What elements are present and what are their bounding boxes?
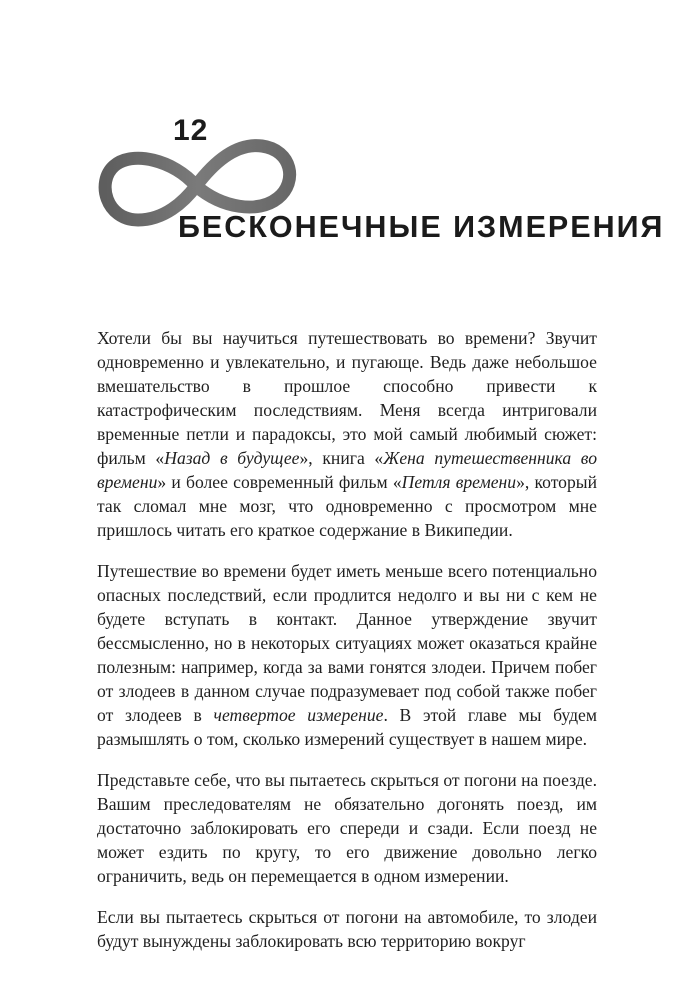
paragraph-2-text: . В этой главе мы будем размышлять о том, сколько измерений существует в нашем мире. <box>97 705 597 749</box>
body-text <box>97 326 597 970</box>
paragraph-1 <box>97 326 597 542</box>
paragraph-4: Если вы пытаетесь скрыться от погони на автомобиле, то злодеи будут вынуждены заблокировать всю территорию вокруг <box>97 907 597 951</box>
film-title-looper: Петля времени <box>401 472 517 492</box>
paragraph-1-text: », который так сломал мне мозг, что одновременно с просмотром мне пришлось читать его краткое содержание в Википедии. <box>97 472 597 540</box>
film-title-back-to-the-future: Назад в будущее <box>164 448 300 468</box>
book-title-time-travelers-wife: Жена путешественника во времени <box>97 448 598 492</box>
paragraph-2 <box>97 559 597 751</box>
chapter-number: 12 <box>173 114 209 147</box>
paragraph-1-text: Хотели бы вы научиться путешествовать во времени? Звучит одновременно и увлекательно, и пугающе. Ведь даже небольшое вмешательство в прошлое способно привести к катастрофическим последствиям. Меня всегда интриговали временные петли и парадоксы, это мой самый любимый сюжет: фильм « <box>97 328 597 468</box>
emphasis-fourth-dimension: четвертое измерение <box>213 705 384 725</box>
paragraph-1-text: » и более современный фильм « <box>157 472 402 492</box>
chapter-title: БЕСКОНЕЧНЫЕ ИЗМЕРЕНИЯ <box>178 210 665 244</box>
paragraph-3: Представьте себе, что вы пытаетесь скрыться от погони на поезде. Вашим преследователям не обязательно догонять поезд, им достаточно заблокировать его спереди и сзади. Если поезд не может ездить по кругу, то его движение довольно легко ограничить, ведь он перемещается в одном измерении. <box>97 770 597 886</box>
paragraph-1-text: », книга « <box>299 448 384 468</box>
paragraph-2-text: Путешествие во времени будет иметь меньше всего потенциально опасных последствий, если продлится недолго и вы ни с кем не будете вступать в контакт. Данное утверждение звучит бессмысленно, но в некоторых ситуациях может оказаться крайне полезным: например, когда за вами гонятся злодеи. Причем побег от злодеев в данном случае подразумевает под собой также побег от злодеев в <box>97 561 597 725</box>
